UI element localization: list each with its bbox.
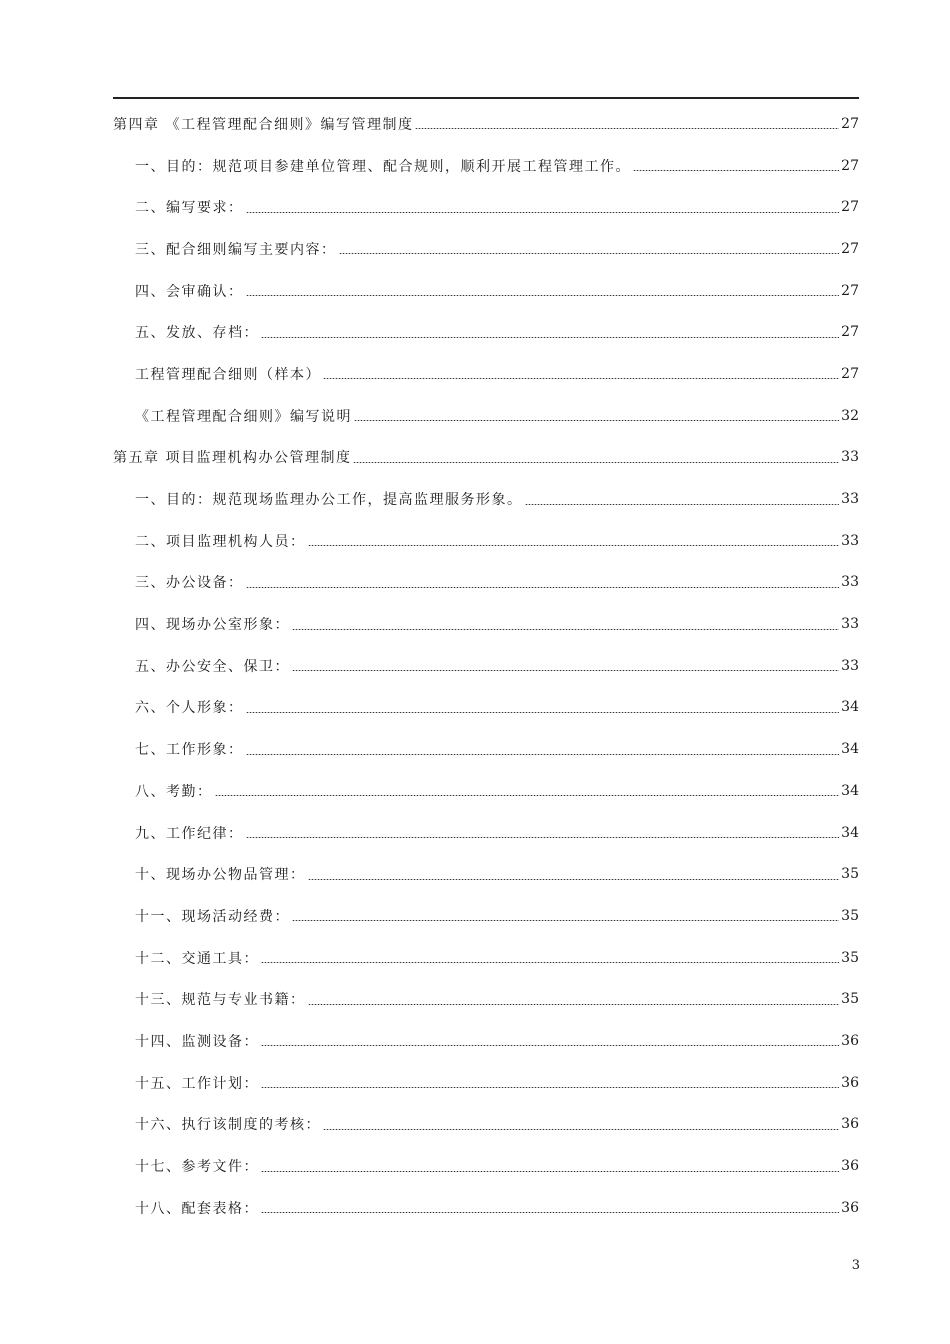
toc-dot-leader: [261, 337, 839, 338]
toc-section-entry[interactable]: [113, 645, 859, 687]
toc-entry-title: 工程管理配合细则（样本）: [135, 366, 321, 383]
toc-section-entry[interactable]: [113, 687, 859, 729]
toc-entry-title: 七、工作形象：: [135, 742, 244, 759]
toc-entry-page: 36: [841, 1199, 859, 1216]
toc-entry-page: 36: [841, 1158, 859, 1175]
toc-dot-leader: [246, 712, 840, 713]
toc-entry-title: 十一、现场活动经费：: [135, 908, 290, 925]
toc-entry-title: 十七、参考文件：: [135, 1159, 259, 1176]
toc-entry-page: 35: [841, 949, 859, 966]
toc-entry-page: 27: [841, 240, 859, 257]
toc-entry-page: 27: [841, 365, 859, 382]
toc-dot-leader: [215, 795, 840, 796]
toc-entry-page: 32: [841, 407, 859, 424]
toc-entry-title: 六、个人形象：: [135, 700, 244, 717]
toc-dot-leader: [354, 420, 839, 421]
toc-section-entry[interactable]: [113, 978, 859, 1020]
toc-entry-title: 《工程管理配合细则》编写说明: [135, 408, 352, 425]
toc-section-entry[interactable]: [113, 1187, 859, 1229]
header-rule: [113, 97, 859, 99]
toc-section-entry[interactable]: [113, 311, 859, 353]
toc-dot-leader: [308, 1004, 840, 1005]
table-of-contents: [113, 103, 859, 1229]
toc-dot-leader: [246, 754, 840, 755]
toc-section-entry[interactable]: [113, 562, 859, 604]
toc-entry-title: 十三、规范与专业书籍：: [135, 992, 306, 1009]
toc-entry-page: 35: [841, 991, 859, 1008]
toc-dot-leader: [323, 378, 839, 379]
toc-entry-page: 34: [841, 782, 859, 799]
toc-dot-leader: [525, 504, 840, 505]
toc-entry-title: 十八、配套表格：: [135, 1200, 259, 1217]
toc-section-entry[interactable]: [113, 1062, 859, 1104]
toc-entry-page: 33: [841, 532, 859, 549]
toc-dot-leader: [292, 629, 839, 630]
toc-dot-leader: [308, 545, 840, 546]
toc-entry-title: 五、办公安全、保卫：: [135, 658, 290, 675]
toc-dot-leader: [415, 128, 839, 129]
toc-entry-page: 34: [841, 824, 859, 841]
toc-entry-title: 二、编写要求：: [135, 200, 244, 217]
toc-entry-page: 27: [841, 282, 859, 299]
toc-section-entry[interactable]: [113, 937, 859, 979]
toc-entry-title: 十四、监测设备：: [135, 1033, 259, 1050]
toc-entry-title: 八、考勤：: [135, 783, 213, 800]
toc-dot-leader: [246, 212, 840, 213]
toc-section-entry[interactable]: [113, 478, 859, 520]
toc-dot-leader: [308, 879, 840, 880]
toc-section-entry[interactable]: [113, 270, 859, 312]
toc-dot-leader: [292, 920, 839, 921]
toc-chapter-entry[interactable]: [113, 437, 859, 479]
toc-section-entry[interactable]: [113, 770, 859, 812]
toc-chapter-entry[interactable]: [113, 103, 859, 145]
toc-entry-title: 第五章 项目监理机构办公管理制度: [113, 450, 352, 467]
toc-entry-title: 十、现场办公物品管理：: [135, 867, 306, 884]
toc-entry-page: 33: [841, 574, 859, 591]
toc-section-entry[interactable]: [113, 395, 859, 437]
page-number: 3: [851, 1258, 860, 1273]
toc-section-entry[interactable]: [113, 1020, 859, 1062]
toc-section-entry[interactable]: [113, 853, 859, 895]
toc-entry-title: 二、项目监理机构人员：: [135, 533, 306, 550]
toc-entry-title: 一、目的：规范项目参建单位管理、配合规则，顺利开展工程管理工作。: [135, 158, 631, 175]
toc-dot-leader: [339, 253, 840, 254]
toc-entry-page: 33: [841, 491, 859, 508]
toc-section-entry[interactable]: [113, 145, 859, 187]
toc-entry-page: 27: [841, 324, 859, 341]
toc-entry-title: 四、现场办公室形象：: [135, 617, 290, 634]
toc-entry-page: 35: [841, 907, 859, 924]
toc-dot-leader: [353, 462, 839, 463]
toc-entry-page: 34: [841, 741, 859, 758]
toc-dot-leader: [323, 1129, 839, 1130]
toc-entry-title: 三、配合细则编写主要内容：: [135, 241, 337, 258]
toc-dot-leader: [292, 670, 839, 671]
toc-entry-page: 33: [841, 657, 859, 674]
toc-dot-leader: [246, 587, 840, 588]
toc-dot-leader: [633, 170, 839, 171]
toc-section-entry[interactable]: [113, 895, 859, 937]
toc-section-entry[interactable]: [113, 228, 859, 270]
toc-entry-title: 五、发放、存档：: [135, 325, 259, 342]
toc-dot-leader: [261, 1212, 839, 1213]
toc-dot-leader: [261, 1171, 839, 1172]
toc-entry-title: 九、工作纪律：: [135, 825, 244, 842]
toc-entry-page: 27: [841, 157, 859, 174]
toc-dot-leader: [261, 962, 839, 963]
toc-entry-title: 三、办公设备：: [135, 575, 244, 592]
toc-section-entry[interactable]: [113, 186, 859, 228]
toc-section-entry[interactable]: [113, 812, 859, 854]
toc-entry-title: 十六、执行该制度的考核：: [135, 1117, 321, 1134]
toc-dot-leader: [246, 295, 840, 296]
toc-entry-title: 十五、工作计划：: [135, 1075, 259, 1092]
toc-section-entry[interactable]: [113, 603, 859, 645]
toc-section-entry[interactable]: [113, 1145, 859, 1187]
toc-dot-leader: [261, 1045, 839, 1046]
toc-entry-title: 十二、交通工具：: [135, 950, 259, 967]
toc-entry-page: 36: [841, 1074, 859, 1091]
toc-entry-page: 36: [841, 1032, 859, 1049]
toc-section-entry[interactable]: [113, 728, 859, 770]
toc-section-entry[interactable]: [113, 353, 859, 395]
toc-entry-title: 第四章 《工程管理配合细则》编写管理制度: [113, 116, 414, 133]
toc-entry-page: 34: [841, 699, 859, 716]
toc-section-entry[interactable]: [113, 520, 859, 562]
toc-section-entry[interactable]: [113, 1104, 859, 1146]
toc-dot-leader: [246, 837, 840, 838]
toc-entry-page: 33: [841, 616, 859, 633]
toc-entry-page: 33: [841, 449, 859, 466]
toc-entry-title: 四、会审确认：: [135, 283, 244, 300]
toc-entry-page: 36: [841, 1116, 859, 1133]
toc-dot-leader: [261, 1087, 839, 1088]
toc-entry-page: 35: [841, 866, 859, 883]
toc-entry-title: 一、目的：规范现场监理办公工作，提高监理服务形象。: [135, 492, 523, 509]
toc-entry-page: 27: [841, 199, 859, 216]
toc-entry-page: 27: [841, 115, 859, 132]
